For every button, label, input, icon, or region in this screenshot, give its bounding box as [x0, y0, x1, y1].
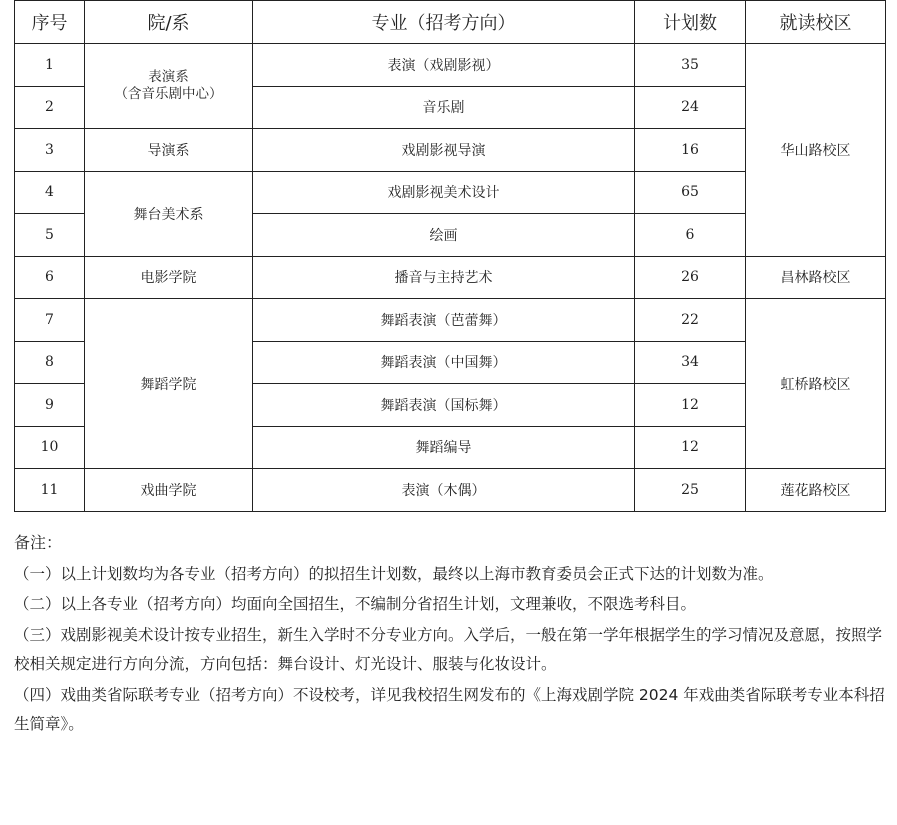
- note-item: （二）以上各专业（招考方向）均面向全国招生，不编制分省招生计划，文理兼收，不限选考科目。: [14, 595, 697, 613]
- major-cell: 舞蹈表演（中国舞）: [253, 341, 635, 384]
- plan-cell: 12: [635, 384, 746, 427]
- note-item: （四）戏曲类省际联考专业（招考方向）不设校考，详见我校招生网发布的《上海戏剧学院 2024 年戏曲类省际联考专业本科招生简章》。: [14, 685, 885, 733]
- header-campus: 就读校区: [746, 1, 886, 44]
- table-header-row: [15, 1, 886, 44]
- table-row: [15, 256, 886, 299]
- major-cell: 舞蹈表演（芭蕾舞）: [253, 299, 635, 342]
- department-subname: （含音乐剧中心）: [114, 86, 223, 102]
- table-row: [15, 44, 886, 87]
- row-no: 2: [15, 86, 85, 129]
- notes-title: 备注：: [14, 533, 63, 552]
- major-cell: 表演（木偶）: [253, 469, 635, 512]
- major-cell: 戏剧影视美术设计: [253, 171, 635, 214]
- major-cell: 舞蹈表演（国标舞）: [253, 384, 635, 427]
- plan-cell: 22: [635, 299, 746, 342]
- major-cell: 绘画: [253, 214, 635, 257]
- department-cell: 舞台美术系: [85, 171, 253, 256]
- department-cell: 戏曲学院: [85, 469, 253, 512]
- major-cell: 舞蹈编导: [253, 426, 635, 469]
- row-no: 5: [15, 214, 85, 257]
- enrollment-plan-table: [14, 0, 886, 512]
- notes-section: [14, 528, 890, 741]
- plan-cell: 12: [635, 426, 746, 469]
- department-name: 表演系: [148, 69, 189, 85]
- department-cell: 电影学院: [85, 256, 253, 299]
- campus-cell: 虹桥路校区: [746, 299, 886, 469]
- plan-cell: 16: [635, 129, 746, 172]
- plan-cell: 24: [635, 86, 746, 129]
- row-no: 6: [15, 256, 85, 299]
- row-no: 1: [15, 44, 85, 87]
- major-cell: 表演（戏剧影视）: [253, 44, 635, 87]
- note-item: （一）以上计划数均为各专业（招考方向）的拟招生计划数，最终以上海市教育委员会正式下达的计划数为准。: [14, 564, 774, 583]
- plan-cell: 6: [635, 214, 746, 257]
- header-major: 专业（招考方向）: [253, 1, 635, 44]
- campus-cell: 莲花路校区: [746, 469, 886, 512]
- major-cell: 播音与主持艺术: [253, 256, 635, 299]
- plan-cell: 65: [635, 171, 746, 214]
- row-no: 3: [15, 129, 85, 172]
- row-no: 7: [15, 299, 85, 342]
- note-item: （三）戏剧影视美术设计按专业招生，新生入学时不分专业方向。入学后，一般在第一学年根据学生的学习情况及意愿，按照学校相关规定进行方向分流，方向包括：舞台设计、灯光设计、服装与化妆设计。: [14, 625, 883, 673]
- header-department: 院/系: [85, 1, 253, 44]
- plan-cell: 35: [635, 44, 746, 87]
- department-cell: [85, 44, 253, 129]
- major-cell: 音乐剧: [253, 86, 635, 129]
- row-no: 9: [15, 384, 85, 427]
- row-no: 4: [15, 171, 85, 214]
- row-no: 10: [15, 426, 85, 469]
- major-cell: 戏剧影视导演: [253, 129, 635, 172]
- department-cell: 导演系: [85, 129, 253, 172]
- header-plan: 计划数: [635, 1, 746, 44]
- department-cell: 舞蹈学院: [85, 299, 253, 469]
- campus-cell: 华山路校区: [746, 44, 886, 257]
- plan-cell: 34: [635, 341, 746, 384]
- table-row: [15, 299, 886, 342]
- plan-cell: 26: [635, 256, 746, 299]
- plan-cell: 25: [635, 469, 746, 512]
- header-no: 序号: [15, 1, 85, 44]
- table-row: [15, 469, 886, 512]
- row-no: 11: [15, 469, 85, 512]
- campus-cell: 昌林路校区: [746, 256, 886, 299]
- row-no: 8: [15, 341, 85, 384]
